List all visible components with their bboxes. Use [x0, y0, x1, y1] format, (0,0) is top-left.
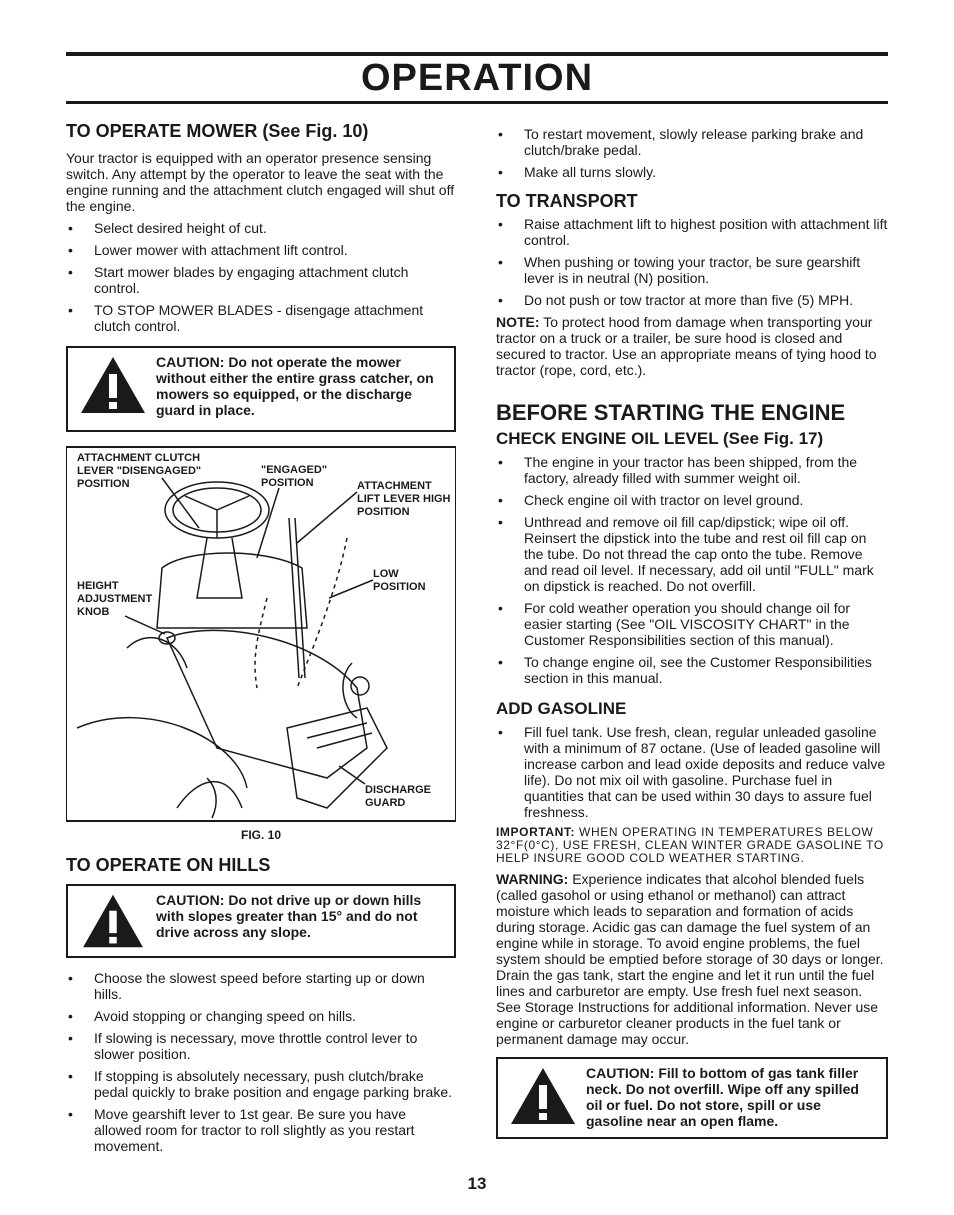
label-discharge-guard: DISCHARGE GUARD — [365, 784, 432, 809]
caution-box-mower — [66, 346, 456, 432]
label-engaged: "ENGAGED" POSITION — [261, 464, 328, 489]
label-clutch-disengaged: ATTACHMENT CLUTCH LEVER "DISENGAGED" POSITION — [77, 452, 202, 490]
list-item: • Start mower blades by engaging attachment clutch control. — [66, 264, 456, 296]
list-item: • To change engine oil, see the Customer Responsibilities section in this manual. — [496, 654, 888, 686]
right-column — [496, 126, 888, 1139]
operate-hills-list — [66, 970, 456, 1154]
caution-text: CAUTION: Do not drive up or down hills with slopes greater than 15° and do not drive across any slope. — [156, 892, 422, 940]
add-gasoline-heading: ADD GASOLINE — [496, 699, 627, 718]
header-rule-bottom — [66, 101, 888, 104]
list-item: • Do not push or tow tractor at more than five (5) MPH. — [496, 292, 888, 308]
warning-text: Experience indicates that alcohol blended fuels (called gasohol or using ethanol or methanol) can attract moisture which leads to separation and formation of acids during storage. Acidic gas can damage the fuel system of an engine while in storage. To avoid engine problems, the fuel system should be emptied before storage of 30 days or longer. Drain the gas tank, start the engine and let it run until the fuel lines and carburetor are empty. Use fresh fuel next season. See Storage Instructions for additional information. Never use engine or carburetor cleaner products in the fuel tank or permanent damage may occur. — [496, 871, 884, 1047]
warning-triangle-icon — [78, 892, 148, 950]
transport-note — [496, 314, 888, 378]
label-lift-lever: ATTACHMENT LIFT LEVER HIGH POSITION — [357, 480, 451, 518]
operate-hills-heading: TO OPERATE ON HILLS — [66, 855, 271, 875]
list-item: • Avoid stopping or changing speed on hills. — [66, 1008, 456, 1024]
list-item: • For cold weather operation you should change oil for easier starting (See "OIL VISCOSITY CHART" in the Customer Responsibilities section of this manual). — [496, 600, 888, 648]
list-item: • The engine in your tractor has been shipped, from the factory, already filled with summer weight oil. — [496, 454, 888, 486]
list-item: • If stopping is absolutely necessary, push clutch/brake pedal quickly to brake position and engage parking brake. — [66, 1068, 456, 1100]
oil-list — [496, 454, 888, 686]
figure-10 — [66, 446, 456, 822]
list-item: • Lower mower with attachment lift control. — [66, 242, 456, 258]
warning-triangle-icon — [508, 1065, 578, 1127]
list-item: • Unthread and remove oil fill cap/dipstick; wipe oil off. Reinsert the dipstick into the tube and rest oil fill cap on the tube. Do not thread the cap onto the tube. Remove and read oil level. If necessary, add oil until "FULL" mark on dipstick is reached. Do not overfill. — [496, 514, 888, 594]
page-number: 13 — [467, 1174, 487, 1193]
important-note — [496, 826, 888, 865]
caution-box-hills — [66, 884, 456, 958]
transport-list — [496, 216, 888, 308]
operate-mower-list — [66, 220, 456, 334]
list-item: • When pushing or towing your tractor, be sure gearshift lever is in neutral (N) position. — [496, 254, 888, 286]
before-starting-heading: BEFORE STARTING THE ENGINE — [496, 400, 846, 425]
list-item: • Make all turns slowly. — [496, 164, 888, 180]
list-item: • Raise attachment lift to highest position with attachment lift control. — [496, 216, 888, 248]
list-item: • Fill fuel tank. Use fresh, clean, regular unleaded gasoline with a minimum of 87 octane. (Use of leaded gasoline will increase carbon and lead oxide deposits and reduce valve life). Do not mix oil with gasoline. Purchase fuel in quantities that can be used within 30 days to assure fuel freshness. — [496, 724, 888, 820]
left-column — [66, 120, 456, 1154]
note-text: To protect hood from damage when transporting your tractor on a truck or a trailer, be sure hood is closed and secured to tractor. Use an appropriate means of tying hood to tractor (rope, cord, etc.). — [496, 314, 877, 378]
caution-box-gasoline — [496, 1057, 888, 1139]
operate-mower-heading: TO OPERATE MOWER (See Fig. 10) — [66, 121, 369, 141]
restart-list — [496, 126, 888, 180]
warning-paragraph — [496, 871, 888, 1047]
warning-triangle-icon — [78, 354, 148, 416]
caution-text: CAUTION: Do not operate the mower without either the entire grass catcher, on mowers so equipped, or the discharge guard in place. — [156, 354, 434, 418]
transport-heading: TO TRANSPORT — [496, 191, 638, 211]
list-item: • Check engine oil with tractor on level ground. — [496, 492, 888, 508]
label-low-position: LOW POSITION — [373, 568, 426, 593]
list-item: • TO STOP MOWER BLADES - disengage attachment clutch control. — [66, 302, 456, 334]
list-item: • To restart movement, slowly release parking brake and clutch/brake pedal. — [496, 126, 888, 158]
label-height-knob: HEIGHT ADJUSTMENT KNOB — [77, 580, 153, 618]
check-oil-heading: CHECK ENGINE OIL LEVEL (See Fig. 17) — [496, 429, 824, 448]
operate-mower-intro: Your tractor is equipped with an operator presence sensing switch. Any attempt by the operator to leave the seat with the engine running and the attachment clutch engaged will shut off the engine. — [66, 150, 455, 214]
list-item: • If slowing is necessary, move throttle control lever to slower position. — [66, 1030, 456, 1062]
caution-text: CAUTION: Fill to bottom of gas tank filler neck. Do not overfill. Wipe off any spilled oil or fuel. Do not store, spill or use gasoline near an open flame. — [586, 1065, 859, 1129]
important-label: IMPORTANT: — [496, 825, 576, 839]
list-item: • Move gearshift lever to 1st gear. Be sure you have allowed room for tractor to roll slightly as you restart movement. — [66, 1106, 456, 1154]
figure-caption: FIG. 10 — [240, 828, 281, 842]
note-label: NOTE: — [496, 314, 540, 330]
list-item: • Select desired height of cut. — [66, 220, 456, 236]
page-title: OPERATION — [360, 57, 594, 99]
list-item: • Choose the slowest speed before starting up or down hills. — [66, 970, 456, 1002]
gasoline-list — [496, 724, 888, 820]
important-text: WHEN OPERATING IN TEMPERATURES BELOW 32°F(0°C), USE FRESH, CLEAN WINTER GRADE GASOLINE TO HELP INSURE GOOD COLD WEATHER STARTING. — [496, 825, 884, 865]
warning-label: WARNING: — [496, 871, 569, 887]
